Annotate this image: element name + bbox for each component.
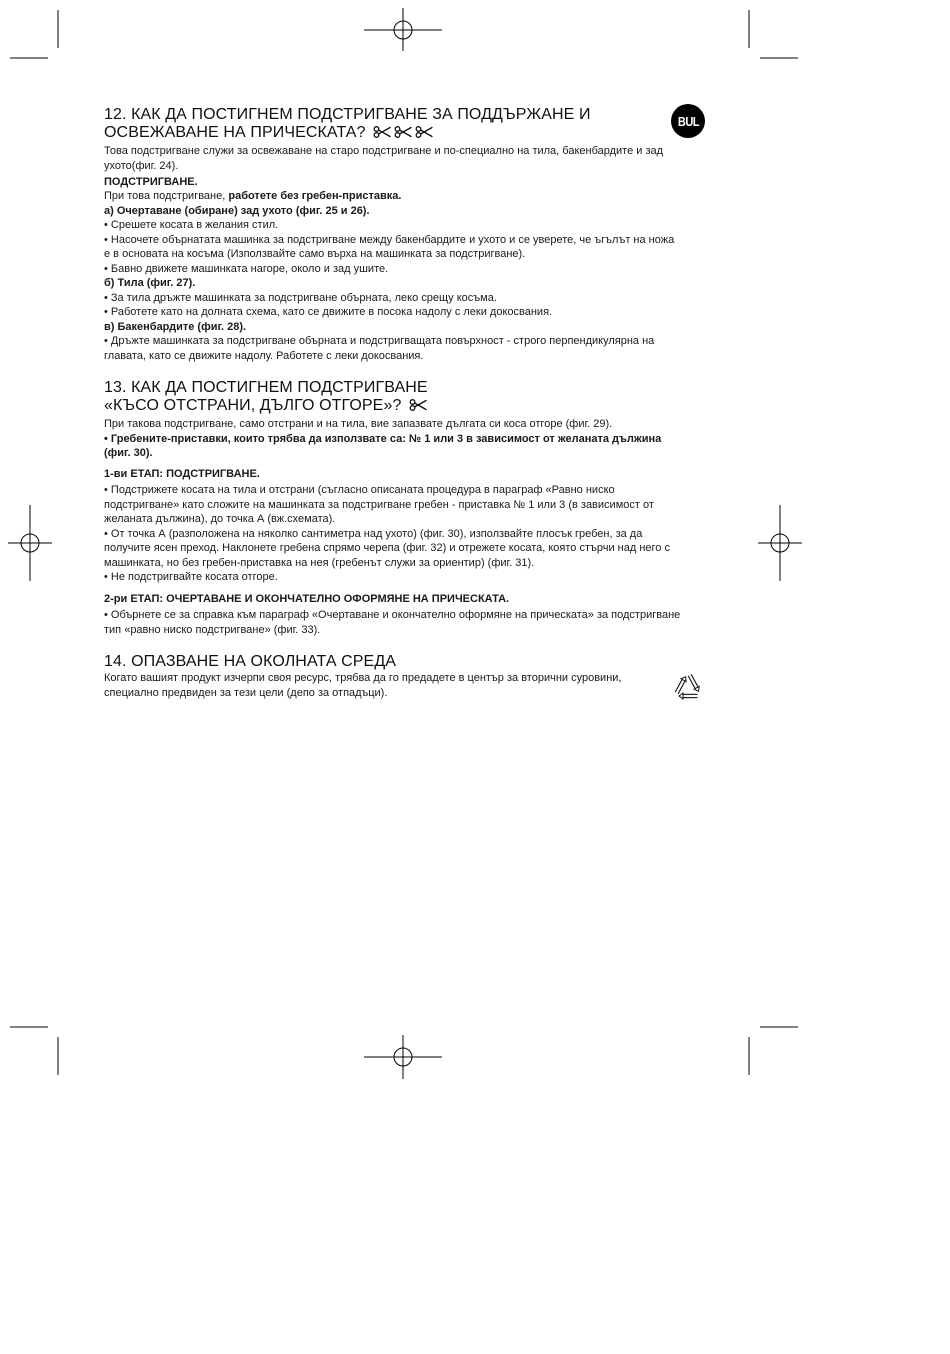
text-line: • Бавно движете машинката нагоре, около и зад ушите. xyxy=(104,262,389,275)
text-line: специално предвиден за тези цели (депо за отпадъци). xyxy=(104,686,388,699)
text-line: Това подстригване служи за освежаване на старо подстригване и по-специално на тила, бакенбардите и зад xyxy=(104,145,664,157)
text-line: (фиг. 30). xyxy=(104,447,153,459)
recycle-icon xyxy=(673,670,703,701)
text-line: • Подстрижете косата на тила и отстрани (съгласно описаната процедура в параграф «Равно ниско xyxy=(104,484,615,496)
text-line: • Обърнете се за справка към параграф «Очертаване и окончателно оформяне на прическата» за подстригване xyxy=(104,609,681,621)
step-b-title: б) Тила (фиг. 27). xyxy=(104,277,196,289)
text-line: • От точка А (разположена на няколко сантиметра над ухото) (фиг. 30), използвайте плосък гребен, за да xyxy=(104,527,643,540)
step-a-title: а) Очертаване (обиране) зад ухото (фиг. 25 и 26). xyxy=(104,204,370,217)
stage-1-title: 1-ви ЕТАП: ПОДСТРИГВАНЕ. xyxy=(104,468,260,480)
section-13 xyxy=(104,379,680,637)
crop-mark-bottom-right xyxy=(749,1027,798,1075)
language-badge-label: BUL xyxy=(677,113,699,129)
text-line: подстригване» като сложите на машинката за подстригване гребен - приставка № 1 или 3 (в зависимост от xyxy=(104,498,654,511)
section-12-subheading: ПОДСТРИГВАНЕ. xyxy=(104,175,198,188)
registration-mark-bottom xyxy=(364,1035,442,1079)
stage-1 xyxy=(104,467,680,585)
text-line: • Гребените-приставки, които трябва да използвате са: № 1 или 3 в зависимост от желаната дължина xyxy=(104,432,662,445)
stage-2-title: 2-ри ЕТАП: ОЧЕРТАВАНЕ И ОКОНЧАТЕЛНО ОФОРМЯНЕ НА ПРИЧЕСКАТА. xyxy=(104,593,510,605)
step-c-title: в) Бакенбардите (фиг. 28). xyxy=(104,320,247,333)
text-line: е в основата на косъма (Използвайте само върха на машинката за подстригване). xyxy=(104,248,526,260)
step-c xyxy=(104,320,674,364)
stage-2 xyxy=(104,592,680,637)
text-line: получите ясен преход. Наклонете гребена спрямо черепа (фиг. 32) и отрежете косата, която стърчи над него с xyxy=(104,542,670,554)
text-line: ухото(фиг. 24). xyxy=(104,159,179,172)
section-14 xyxy=(104,653,621,700)
step-b xyxy=(104,276,674,320)
text-line: машинката, но без гребен-приставка на нея (гребенът служи за ориентир) (фиг. 31). xyxy=(104,556,535,569)
note-emphasis: работете без гребен-приставка. xyxy=(228,190,402,202)
heading-line-with-icon xyxy=(104,397,680,415)
section-12-intro xyxy=(104,144,674,173)
text-line: желаната дължина), до точка А (вж.схемата). xyxy=(104,513,336,525)
crop-mark-top-right xyxy=(749,10,798,58)
heading-line: «КЪСО ОТСТРАНИ, ДЪЛГО ОТГОРЕ»? xyxy=(104,397,402,414)
text-line: тип «равно ниско подстригване» (фиг. 33). xyxy=(104,623,321,636)
registration-mark-top xyxy=(364,8,442,51)
text-line: • Срешете косата в желания стил. xyxy=(104,219,279,231)
text-line: главата, като се движите надолу. Работете с леки докосвания. xyxy=(104,349,424,362)
section-13-intro: При такова подстригване, само отстрани и на тила, вие запазвате дългата си коса отгоре (фиг. 29). xyxy=(104,418,613,430)
text-line: • Дръжте машинката за подстригване обърната и подстригващата повърхност - строго перпендикулярна на xyxy=(104,335,655,347)
text-line: • Насочете обърнатата машинка за подстригване между бакенбардите и ухото и се уверете, че ъгълът на ножа xyxy=(104,233,675,246)
section-12 xyxy=(104,106,674,363)
heading-line: 13. КАК ДА ПОСТИГНЕМ ПОДСТРИГВАНЕ xyxy=(104,379,428,396)
section-12-note xyxy=(104,189,674,204)
note-text: При това подстригване, xyxy=(104,190,229,202)
scissors-icon xyxy=(409,399,427,411)
section-13-combs xyxy=(104,432,680,461)
language-badge xyxy=(671,104,705,138)
text-line: • Работете като на долната схема, като се движите в посока надолу с леки докосвания. xyxy=(104,306,553,318)
section-13-heading xyxy=(104,379,680,415)
section-14-heading: 14. ОПАЗВАНЕ НА ОКОЛНАТА СРЕДА xyxy=(104,653,397,670)
heading-line-with-icons xyxy=(104,124,674,142)
step-a xyxy=(104,204,674,277)
scissors-icon xyxy=(394,126,412,138)
text-line: • За тила дръжте машинката за подстригване обърната, леко срещу косъма. xyxy=(104,291,497,304)
crop-mark-top-left xyxy=(10,10,58,58)
scissors-icon xyxy=(373,126,391,138)
heading-line: 12. КАК ДА ПОСТИГНЕМ ПОДСТРИГВАНЕ ЗА ПОДДЪРЖАНЕ И xyxy=(104,106,591,123)
section-14-body xyxy=(104,671,621,700)
heading-line: ОСВЕЖАВАНЕ НА ПРИЧЕСКАТА? xyxy=(104,124,366,141)
registration-mark-left xyxy=(8,505,52,581)
scissors-icon xyxy=(415,126,433,138)
crop-mark-bottom-left xyxy=(10,1027,58,1075)
section-12-heading xyxy=(104,106,674,142)
text-line: • Не подстригвайте косата отгоре. xyxy=(104,571,278,583)
registration-mark-right xyxy=(758,505,802,581)
text-line: Когато вашият продукт изчерпи своя ресурс, трябва да го предадете в център за вторични суровини, xyxy=(104,672,622,684)
